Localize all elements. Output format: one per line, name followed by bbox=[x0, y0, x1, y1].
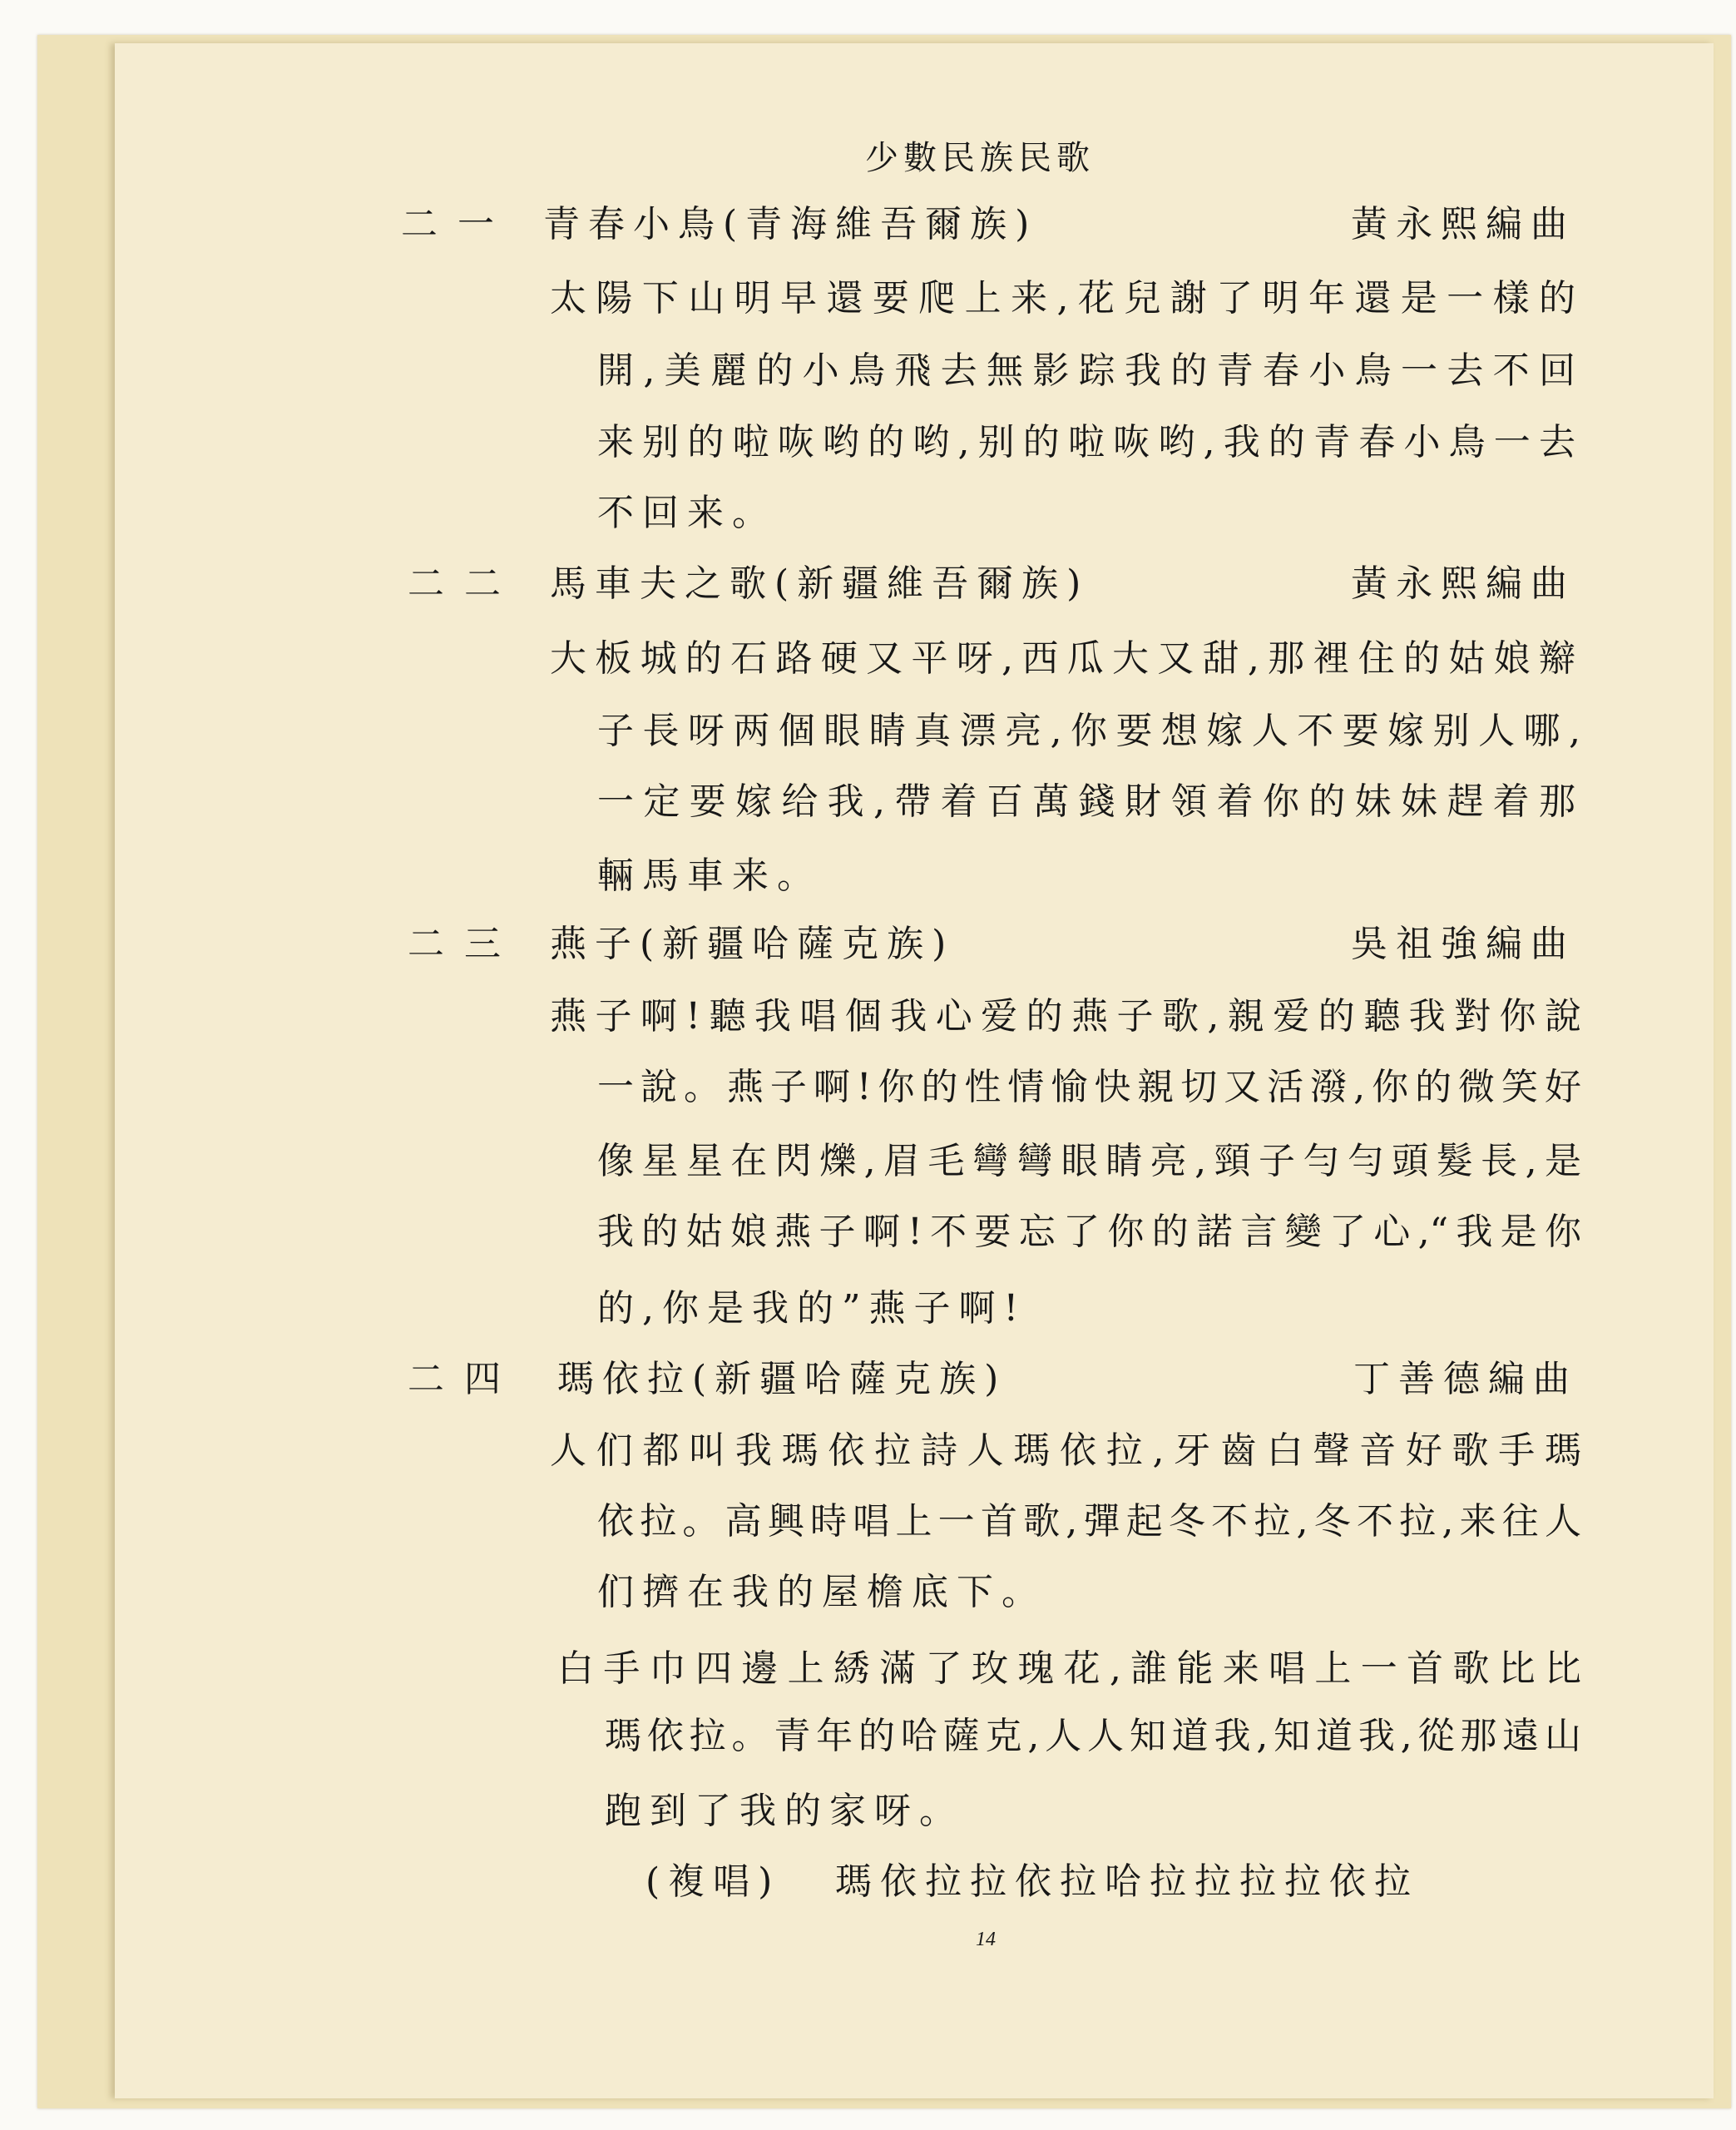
lyric-line: 我的姑娘燕子啊!不要忘了你的諾言變了心,“我是你 bbox=[597, 1211, 1581, 1253]
song-number: 二四 bbox=[408, 1358, 521, 1400]
lyric-line: 来别的啦咴哟的哟,别的啦咴哟,我的青春小鳥一去 bbox=[597, 421, 1575, 463]
lyric-line: 開,美麗的小鳥飛去無影踪我的青春小鳥一去不回 bbox=[597, 349, 1575, 392]
lyric-line: 们擠在我的屋檐底下。 bbox=[597, 1571, 1046, 1613]
lyric-line: 人们都叫我瑪依拉詩人瑪依拉,牙齒白聲音好歌手瑪 bbox=[550, 1429, 1581, 1472]
lyric-line: 燕子啊!聽我唱個我心爱的燕子歌,親爱的聽我對你說 bbox=[550, 995, 1581, 1038]
lyric-line: 一定要嫁给我,帶着百萬錢財領着你的妹妹趕着那 bbox=[597, 780, 1575, 823]
lyric-line: 不回来。 bbox=[597, 492, 777, 534]
lyric-line: 依拉。高興時唱上一首歌,彈起冬不拉,冬不拉,来往人 bbox=[597, 1500, 1581, 1543]
lyric-line: 的,你是我的”燕子啊! bbox=[597, 1287, 1027, 1330]
song-composer: 丁善德編曲 bbox=[1353, 1358, 1578, 1400]
lyric-line: 一說。燕子啊!你的性情愉快親切又活潑,你的微笑好 bbox=[597, 1066, 1581, 1108]
song-title: 馬車夫之歌(新疆維吾爾族) bbox=[550, 562, 1090, 605]
song-composer: 吳祖強編曲 bbox=[1351, 923, 1575, 965]
song-title: 瑪依拉(新疆哈薩克族) bbox=[557, 1358, 1007, 1400]
song-composer: 黃永熙編曲 bbox=[1351, 203, 1575, 245]
page-title: 少數民族民歌 bbox=[865, 139, 1095, 177]
song-number: 二一 bbox=[401, 203, 514, 245]
song-number: 二三 bbox=[408, 923, 521, 965]
lyric-line: 太陽下山明早還要爬上来,花兒謝了明年還是一樣的 bbox=[550, 277, 1575, 320]
refrain-text: 瑪依拉拉依拉哈拉拉拉拉依拉 bbox=[835, 1860, 1419, 1903]
refrain-label: (複唱) bbox=[645, 1860, 781, 1903]
song-title: 燕子(新疆哈薩克族) bbox=[550, 923, 955, 965]
lyric-line: 白手巾四邊上綉滿了玫瑰花,誰能来唱上一首歌比比 bbox=[557, 1647, 1581, 1690]
song-number: 二二 bbox=[408, 562, 521, 605]
lyric-line: 輛馬車来。 bbox=[597, 854, 822, 897]
song-composer: 黃永熙編曲 bbox=[1351, 562, 1575, 605]
lyric-line: 子長呀两個眼睛真漂亮,你要想嫁人不要嫁别人哪, bbox=[597, 710, 1580, 752]
page-number: 14 bbox=[976, 1929, 996, 1950]
song-title: 青春小鳥(青海維吾爾族) bbox=[543, 203, 1038, 245]
lyric-line: 跑到了我的家呀。 bbox=[605, 1790, 964, 1832]
lyric-line: 大板城的石路硬又平呀,西瓜大又甜,那裡住的姑娘辮 bbox=[550, 637, 1575, 680]
lyric-line: 像星星在閃爍,眉毛彎彎眼睛亮,頸子勻勻頭髮長,是 bbox=[597, 1140, 1581, 1182]
lyric-line: 瑪依拉。青年的哈薩克,人人知道我,知道我,從那遠山 bbox=[605, 1715, 1581, 1757]
